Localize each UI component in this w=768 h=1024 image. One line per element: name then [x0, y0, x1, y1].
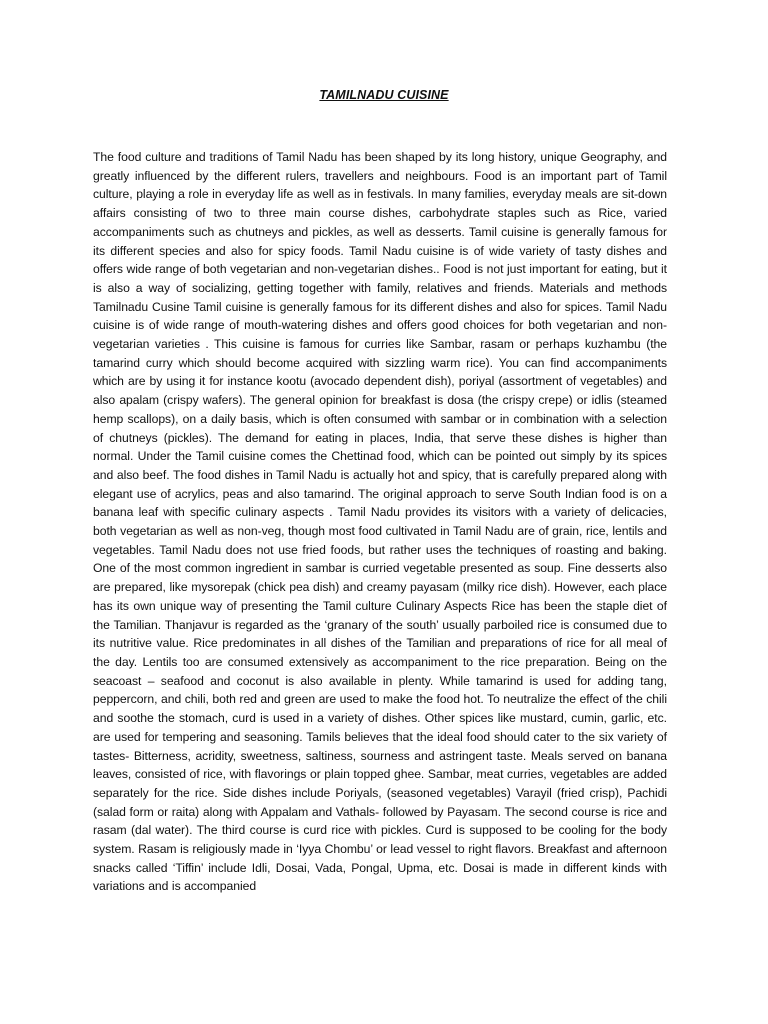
- document-body: [93, 148, 667, 896]
- document-title: TAMILNADU CUISINE: [319, 88, 449, 102]
- body-paragraph: The food culture and traditions of Tamil Nadu has been shaped by its long history, unique Geography, and greatly influenced by the different rulers, travellers and neighbours. Food is an important part of Tamil culture, playing a role in everyday life as well as in festivals. In many families, everyday meals are sit-down affairs consisting of two to three main course dishes, carbohydrate staples such as Rice, varied accompaniments such as chutneys and pickles, as well as desserts. Tamil cuisine is generally famous for its different species and also for spicy foods. Tamil Nadu cuisine is of wide variety of tasty dishes and offers wide range of both vegetarian and non-vegetarian dishes.. Food is not just important for eating, but it is also a way of socializing, getting together with family, relatives and friends. Materials and methods Tamilnadu Cusine Tamil cuisine is generally famous for its different dishes and also for spices. Tamil Nadu cuisine is of wide range of mouth-watering dishes and offers good choices for both vegetarian and non-vegetarian varieties . This cuisine is famous for curries like Sambar, rasam or perhaps kuzhambu (the tamarind curry which should become acquired with sizzling warm rice). You can find accompaniments which are by using it for instance kootu (avocado dependent dish), poriyal (assortment of vegetables) and also apalam (crispy wafers). The general opinion for breakfast is dosa (the crispy crepe) or idlis (steamed hemp scallops), on a daily basis, which is often consumed with sambar or in combination with a selection of chutneys (pickles). The demand for eating in places, India, that serve these dishes is higher than normal. Under the Tamil cuisine comes the Chettinad food, which can be pointed out simply by its spices and also beef. The food dishes in Tamil Nadu is actually hot and spicy, that is carefully prepared along with elegant use of acrylics, peas and also tamarind. The original approach to serve South Indian food is on a banana leaf with specific culinary aspects . Tamil Nadu provides its visitors with a variety of delicacies, both vegetarian as well as non-veg, though most food cultivated in Tamil Nadu are of grain, rice, lentils and vegetables. Tamil Nadu does not use fried foods, but rather uses the techniques of roasting and baking. One of the most common ingredient in sambar is curried vegetable presented as soup. Fine desserts also are prepared, like mysorepak (chick pea dish) and creamy payasam (milky rice dish). However, each place has its own unique way of presenting the Tamil culture Culinary Aspects Rice has been the staple diet of the Tamilian. Thanjavur is regarded as the ‘granary of the south’ usually parboiled rice is consumed due to its nutritive value. Rice predominates in all dishes of the Tamilian and preparations of rice for all meal of the day. Lentils too are consumed extensively as accompaniment to the rice preparation. Being on the seacoast – seafood and coconut is also available in plenty. While tamarind is used for adding tang, peppercorn, and chili, both red and green are used to make the food hot. To neutralize the effect of the chili and soothe the stomach, curd is used in a variety of dishes. Other spices like mustard, cumin, garlic, etc. are used for tempering and seasoning. Tamils believes that the ideal food should cater to the six variety of tastes- Bitterness, acridity, sweetness, saltiness, sourness and astringent taste. Meals served on banana leaves, consisted of rice, with flavorings or plain topped ghee. Sambar, meat curries, vegetables are added separately for the rice. Side dishes include Poriyals, (seasoned vegetables) Varayil (fried crisp), Pachidi (salad form or raita) along with Appalam and Vathals- followed by Payasam. The second course is rice and rasam (dal water). The third course is curd rice with pickles. Curd is supposed to be cooling for the body system. Rasam is religiously made in ‘Iyya Chombu’ or lead vessel to right flavors. Breakfast and afternoon snacks called ‘Tiffin’ include Idli, Dosai, Vada, Pongal, Upma, etc. Dosai is made in different kinds with variations and is accompanied: [93, 150, 667, 894]
